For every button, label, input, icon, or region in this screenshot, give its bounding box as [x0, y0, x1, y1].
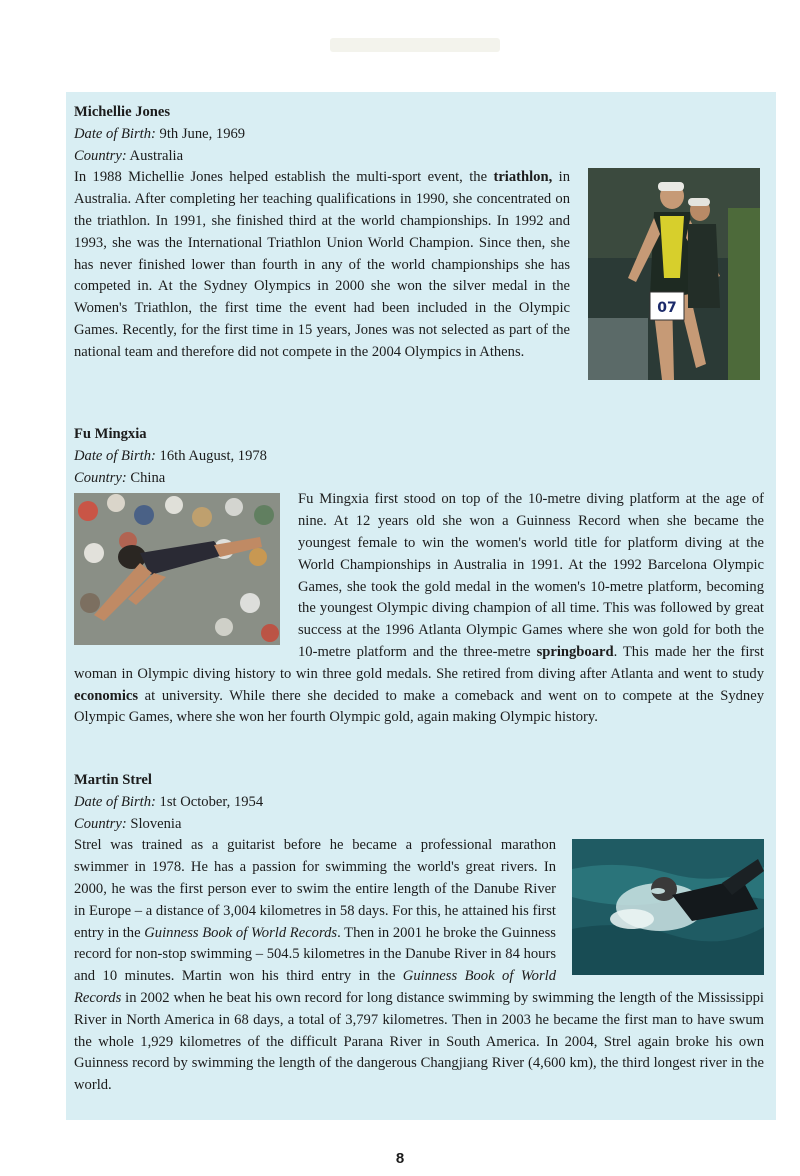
bio-text: at university. While there she decided to make a comeback and went on to compete at the Sydney Olympic Games, where she won her fourth Olympic gold, again making Olympic history.: [74, 687, 764, 726]
profile-dob: [74, 792, 764, 814]
photo-swimmer: [572, 839, 764, 975]
country-value: Australia: [129, 147, 184, 164]
bio-text: Strel was trained as a guitarist before he became a professional marathon swimmer in 1978. He has a passion for swimming the world's great rivers. In 2000, he was the first person ever to swim the entire length of the Danube River in Europe – a distance of 3,004 kilometres in 58 days. For this, he attained his first entry in the: [74, 837, 556, 941]
dob-value: 1st October, 1954: [159, 793, 264, 810]
dob-label: Date of Birth:: [74, 125, 156, 142]
profile-country: [74, 146, 764, 168]
dob-label: Date of Birth:: [74, 447, 156, 464]
country-label: Country:: [74, 469, 127, 486]
bio-bold-term: springboard: [536, 643, 614, 660]
page-number: 8: [395, 1150, 405, 1167]
bio-text: in 2002 when he beat his own record for long distance swimming by swimming the length of the Mississippi River in North America in 68 days, a total of 3,797 kilometres. Then in 2003 he became the first man to have swum the whole 1,929 kilometres of the difficult Parana River in South America. In 2004, Strel again broke his own Guinness record by swimming the length of the dangerous Changjiang River (4,600 km), the third longest river in the world.: [74, 989, 764, 1094]
bio-bold-term: triathlon,: [493, 169, 553, 186]
profile-martin-strel: [74, 770, 764, 1097]
bio-text: . This made her the first woman in Olympic diving history to win three gold medals. She retired from diving after Atlanta and went to study: [74, 643, 764, 682]
profile-dob: [74, 124, 764, 146]
bio-text: Fu Mingxia first stood on top of the 10-metre diving platform at the age of nine. At 12 years old she won a Guinness Record when she became the youngest female to win the women's world title for platform diving at the World Championships in Australia in 1991. At the 1992 Barcelona Olympic Games, she took the gold medal in the women's 10-metre platform, becoming the youngest Olympic diving champion of all time. This was followed by great success at the 1996 Atlanta Olympic Games where she won gold for both the 10-metre platform and the three-metre: [298, 491, 764, 660]
country-label: Country:: [74, 815, 127, 832]
bio-text: in Australia. After completing her teaching qualifications in 1990, she concentrated on the triathlon. In 1991, she finished third at the world championships. In 1992 and 1993, she was the International Triathlon Union World Champion. Since then, she has never finished lower than fourth in any of the world championships she has competed in. At the Sydney Olympics in 2000 she won the silver medal in the Women's Triathlon, the first time the event had been included in the Olympic Games. Recently, for the first time in 15 years, Jones was not selected as part of the national team and therefore did not compete in the 2004 Olympics in Athens.: [74, 169, 570, 360]
country-value: China: [130, 469, 166, 486]
bio-text: In 1988 Michellie Jones helped establish the multi-sport event, the: [74, 169, 494, 186]
photo-diver: [74, 493, 280, 645]
country-value: Slovenia: [130, 815, 182, 832]
profile-country: [74, 468, 764, 490]
bio-text: . Then in 2001 he broke the Guinness record for non-stop swimming – 504.5 kilometres in the Danube River in 84 hours and 10 minutes. Martin won his third entry in the: [74, 924, 556, 985]
profile-name: Fu Mingxia: [74, 426, 147, 442]
profile-country: [74, 814, 764, 836]
bio-bold-term: economics: [74, 687, 139, 704]
photo-triathlete: [588, 168, 760, 380]
profile-dob: [74, 446, 764, 468]
bio-italic-title: Guinness Book of World Records: [74, 968, 556, 1006]
dob-value: 16th August, 1978: [159, 447, 267, 464]
profile-bio: [74, 167, 570, 363]
profile-michellie-jones: [74, 102, 764, 364]
bio-italic-title: Guinness Book of World Records: [144, 924, 338, 941]
profile-name: Michellie Jones: [74, 104, 171, 120]
dob-value: 9th June, 1969: [159, 125, 246, 142]
faint-header-mark: [330, 38, 500, 52]
dob-label: Date of Birth:: [74, 793, 156, 810]
svg-text:07: 07: [657, 300, 677, 316]
country-label: Country:: [74, 147, 127, 164]
profile-fu-mingxia: [74, 424, 764, 729]
profile-name: Martin Strel: [74, 772, 152, 788]
